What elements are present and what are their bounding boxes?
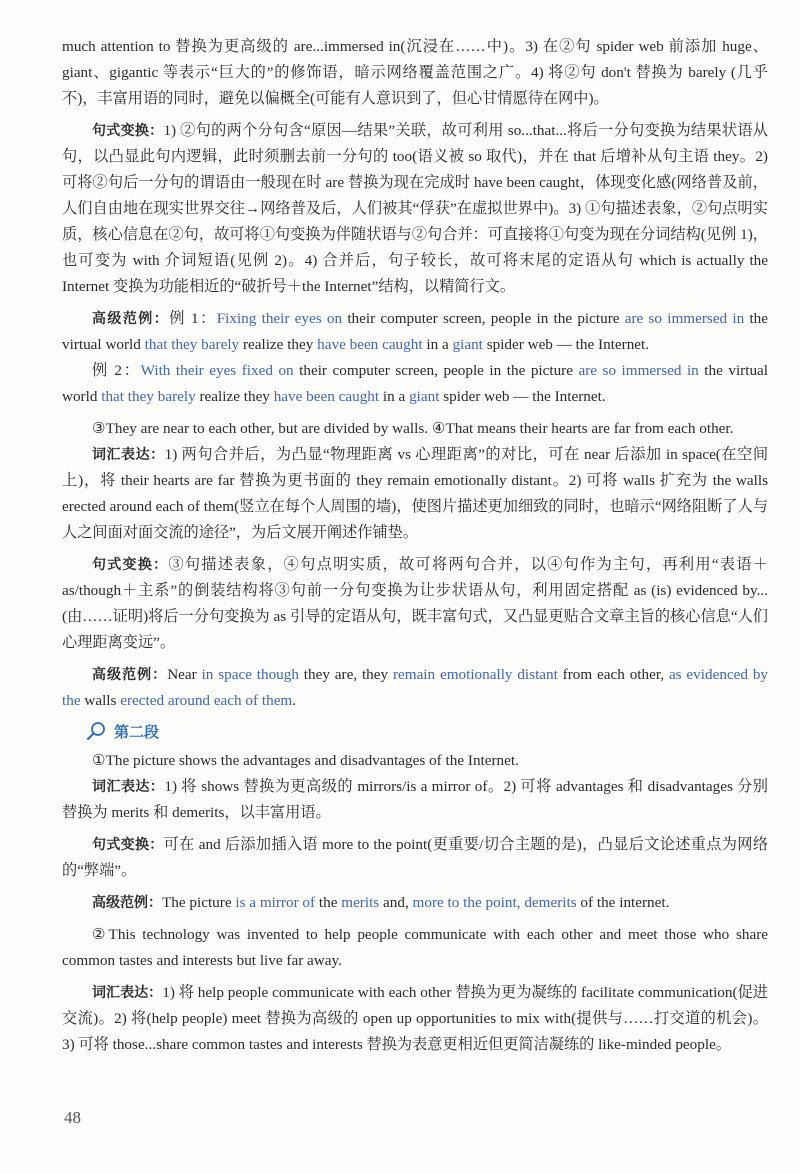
vocab-expression-text: 1) 将 shows 替换为更高级的 mirrors/is a mirror of。2) 可将 advantages 和 disadvantages 分别替换为 merits 和 demerits，以丰富用语。 — [62, 778, 768, 821]
vocab-expression-text: 1) 将 help people communicate with each other 替换为更为凝练的 facilitate communication(促进交流)。2) 将(help people) meet 替换为高级的 open up opportunities to mix with(提供与……打交道的机会)。3) 可将 those...share common tastes and interests 替换为表意更相近但更简洁凝练的 like-minded people。 — [62, 984, 768, 1053]
highlight-phrase: as evidenced by the — [62, 666, 769, 709]
sentence-transform-label: 句式变换： — [92, 837, 164, 853]
highlight-phrase: merits — [341, 894, 380, 911]
section2-sentence-transform — [62, 832, 768, 884]
highlight-phrase: in space though — [201, 666, 299, 683]
highlight-phrase: Fixing their eyes on — [216, 310, 343, 327]
section-title: 第二段 — [114, 722, 160, 741]
plain-text: their computer screen, people in the picture — [293, 362, 579, 379]
plain-text: and, — [379, 894, 413, 911]
plain-text: they are, they — [298, 666, 393, 683]
advanced-example-label: 高级范例： — [92, 895, 162, 911]
highlight-phrase: giant — [452, 336, 483, 353]
plain-text: the virtual world — [62, 310, 768, 353]
plain-text: in a — [379, 388, 410, 405]
sentence-transform-label: 句式变换： — [92, 123, 164, 139]
sentence-transform-text-b: 网络普及后，人们被其“俘获”在虚拟世界中)。3) ①句描述表象，②句点明实质，核心信息在②句，故可将①句变换为伴随状语与②句合并：可直接将①句变为现在分词结构(见例 1)，也可变为 with 介词短语(见例 2)。4) 合并后，句子较长，故可将末尾的定语从句 which is actually the Internet 变换为功能相近的“破折号＋the Internet”结构，以精简行文。 — [62, 200, 768, 295]
highlight-phrase: have been caught — [317, 336, 423, 353]
advanced-example-2 — [62, 358, 768, 410]
highlight-phrase: With their eyes fixed on — [140, 362, 294, 379]
highlight-phrase: are so immersed in — [578, 362, 699, 379]
vocab-expression-text: 1) 两句合并后，为凸显“物理距离 vs 心理距离”的对比，可在 near 后添加 in space(在空间上)，将 their hearts are far 替换为更书面的 they remain emotionally distant。2) 可将 walls 扩充为 the walls erected around each of them(竖立在每个人周围的墙)，使图片描述更加细致的同时，也暗示“网络阻断了人与人之间面对面交流的途径”，为后文展开阐述作铺垫。 — [62, 446, 769, 541]
highlight-phrase: is a mirror of — [235, 894, 316, 911]
original-sentence-3-4: ③They are near to each other, but are divided by walls. ④That means their hearts are far from each other. — [92, 420, 734, 437]
sentence-transform-text: ③句描述表象，④句点明实质，故可将两句合并，以④句作为主句，再利用“表语＋as/though＋主系”的倒装结构将③句前一分句变换为让步状语从句，利用固定搭配 as (is) evidenced by...(由……证明)将后一分句变换为 as 引导的定语从句，既丰富句式，又凸显更贴合文章主旨的核心信息“人们心理距离变远”。 — [62, 556, 768, 651]
plain-text: spider web — the Internet. — [482, 336, 650, 353]
example-prefix: 例 1： — [169, 310, 217, 327]
section2-sentence-1: ①The picture shows the advantages and disadvantages of the Internet. — [92, 752, 519, 769]
section2-vocab-expression — [62, 774, 768, 826]
page-number: 48 — [64, 1108, 81, 1127]
highlight-phrase: are so immersed in — [624, 310, 745, 327]
highlight-phrase: more to the point, demerits — [412, 894, 577, 911]
highlight-phrase: erected around each of them — [120, 692, 293, 709]
plain-text: from each other, — [557, 666, 669, 683]
sentence-transform-paragraph-1 — [62, 118, 768, 300]
sentence-transform-label: 句式变换： — [92, 557, 169, 573]
sentence-transform-paragraph-2 — [62, 552, 768, 656]
plain-text: the virtual world — [62, 362, 768, 405]
sentence-transform-text: 可在 and 后添加插入语 more to the point(更重要/切合主题的是)，凸显后文论述重点为网络的“弊端”。 — [62, 836, 769, 879]
highlight-phrase: have been caught — [273, 388, 380, 405]
plain-text: their computer screen, people in the picture — [342, 310, 625, 327]
plain-text: . — [292, 692, 297, 709]
highlight-phrase: that they barely — [144, 336, 240, 353]
plain-text: in a — [422, 336, 453, 353]
advanced-example-1 — [62, 306, 768, 358]
example-prefix: 例 2： — [92, 362, 141, 379]
advanced-example-label: 高级范例： — [92, 311, 170, 327]
section2-advanced-example — [62, 890, 768, 916]
highlight-phrase: giant — [409, 388, 440, 405]
vocab-expression-label: 词汇表达： — [92, 985, 163, 1001]
plain-text: The picture — [162, 894, 236, 911]
plain-text: walls — [80, 692, 121, 709]
highlight-phrase: remain emotionally distant — [392, 666, 558, 683]
plain-text: spider web — the Internet. — [439, 388, 606, 405]
plain-text: of the internet. — [576, 894, 670, 911]
intro-paragraph: much attention to 替换为更高级的 are...immersed in(沉浸在……中)。3) 在②句 spider web 前添加 huge、giant、gigantic 等表示“巨大的”的修饰语，暗示网络覆盖范围之广。4) 将②句 don't 替换为 barely (几乎不)，丰富用语的同时，避免以偏概全(可能有人意识到了，但心甘情愿待在网中)。 — [62, 38, 768, 107]
highlight-phrase: that they barely — [101, 388, 196, 405]
document-page — [62, 34, 768, 1058]
sentence-transform-text-a: 1) ②句的两个分句含“原因—结果”关联，故可利用 so...that...将后一分句变换为结果状语从句，以凸显此句内逻辑，此时须删去前一分句的 too(语义被 so 取代)，并在 that 后增补从句主语 they。2) 可将②句后一分句的谓语由一般现在时 are 替换为现在完成时 have been caught，体现变化感(网络普及前，人们自由地在现实世界交往 — [62, 122, 768, 217]
advanced-example-label: 高级范例： — [92, 667, 168, 683]
arrow-glyph: → — [244, 200, 261, 217]
magnifier-icon — [86, 720, 108, 742]
plain-text: Near — [167, 666, 202, 683]
vocab-expression-label: 词汇表达： — [92, 779, 165, 795]
plain-text: realize they — [239, 336, 318, 353]
section2-vocab-expression-2 — [62, 980, 768, 1058]
plain-text: the — [315, 894, 342, 911]
advanced-example-3 — [62, 662, 768, 714]
plain-text: realize they — [195, 388, 274, 405]
section2-sentence-2: ②This technology was invented to help people communicate with each other and meet those who share common tastes and interests but live far away. — [62, 926, 768, 969]
vocab-expression-paragraph-2 — [62, 442, 768, 546]
vocab-expression-label: 词汇表达： — [92, 447, 165, 463]
section-heading-2 — [86, 720, 768, 742]
